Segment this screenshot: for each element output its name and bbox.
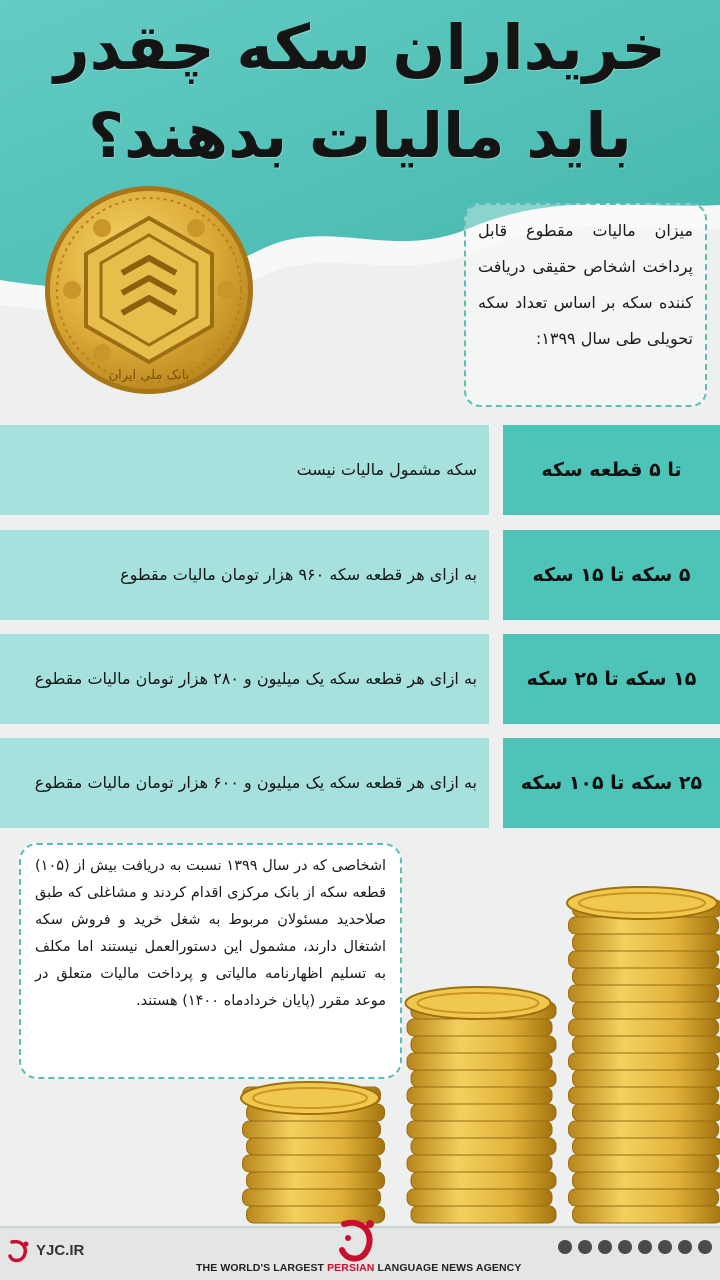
footer-bar [0, 1228, 720, 1280]
tier-description: به ازای هر قطعه سکه ۹۶۰ هزار تومان مالیات مقطوع [0, 530, 489, 620]
coin-layer [243, 1189, 381, 1206]
instagram-icon[interactable] [578, 1240, 592, 1254]
coin-layer [569, 1053, 719, 1070]
coin-layer [411, 1172, 556, 1189]
coin-layer [569, 1121, 719, 1138]
telegram-icon[interactable] [658, 1240, 672, 1254]
tagline-prefix: THE WORLD'S LARGEST [196, 1262, 328, 1274]
coin-layer [573, 1172, 720, 1189]
coin-layer [573, 934, 720, 951]
tier-description: به ازای هر قطعه سکه یک میلیون و ۶۰۰ هزار تومان مالیات مقطوع [0, 738, 489, 828]
agency-emblem-icon [336, 1214, 380, 1266]
tier-row-4 [0, 738, 720, 828]
coin-layer [411, 1036, 556, 1053]
tier-label: ۲۵ سکه تا ۱۰۵ سکه [503, 738, 720, 828]
coin-layer [573, 1138, 720, 1155]
coin-layer [407, 1087, 552, 1104]
coin-layer [573, 1206, 720, 1223]
coin-layer [573, 1070, 720, 1087]
coin-stack-top [567, 887, 717, 919]
tagline-suffix: LANGUAGE NEWS AGENCY [374, 1262, 522, 1274]
site-name-link[interactable]: YJC.IR [36, 1242, 85, 1259]
page-title [0, 4, 720, 180]
coin-layer [407, 1189, 552, 1206]
coin-layer [243, 1121, 381, 1138]
agency-tagline [196, 1262, 521, 1274]
intro-text: میزان مالیات مقطوع قابل پرداخت اشخاص حقیقی دریافت کننده سکه بر اساس تعداد سکه تحویلی طی سال ۱۳۹۹: [478, 221, 693, 348]
coin-layer [573, 1002, 720, 1019]
coin-layer [247, 1172, 385, 1189]
coin-layer [569, 1155, 719, 1172]
coin-layer [573, 1104, 720, 1121]
tagline-accent: PERSIAN [327, 1262, 375, 1274]
coin-layer [411, 1138, 556, 1155]
title-line-2: باید مالیات بدهند؟ [88, 99, 632, 172]
aparat-icon[interactable] [638, 1240, 652, 1254]
tier-label: ۵ سکه تا ۱۵ سکه [503, 530, 720, 620]
yjc-logo-icon[interactable] [6, 1238, 32, 1264]
exception-note-box [19, 843, 402, 1079]
coin-layer [569, 1087, 719, 1104]
youtube-icon[interactable] [618, 1240, 632, 1254]
twitter-icon[interactable] [598, 1240, 612, 1254]
coin-layer [569, 985, 719, 1002]
coin-layer [411, 1104, 556, 1121]
tier-description: سکه مشمول مالیات نیست [0, 425, 489, 515]
rss-icon[interactable] [558, 1240, 572, 1254]
coin-layer [569, 1189, 719, 1206]
tier-row-3 [0, 634, 720, 724]
coin-layer [407, 1019, 552, 1036]
tier-row-1 [0, 425, 720, 515]
coin-layer [569, 951, 719, 968]
social-icons [558, 1240, 712, 1254]
coin-layer [243, 1155, 381, 1172]
messenger-icon[interactable] [678, 1240, 692, 1254]
gold-coin-image [42, 183, 257, 398]
coin-layer [247, 1138, 385, 1155]
coin-stack-top [241, 1082, 379, 1114]
coin-layer [411, 1070, 556, 1087]
tier-label: تا ۵ قطعه سکه [503, 425, 720, 515]
coin-layer [573, 968, 720, 985]
tier-row-2 [0, 530, 720, 620]
android-icon[interactable] [698, 1240, 712, 1254]
coin-layer [573, 1036, 720, 1053]
tier-label: ۱۵ سکه تا ۲۵ سکه [503, 634, 720, 724]
coin-layer [407, 1121, 552, 1138]
title-line-1: خریداران سکه چقدر [53, 11, 667, 84]
exception-note-text: اشخاصی که در سال ۱۳۹۹ نسبت به دریافت بیش از (۱۰۵) قطعه سکه از بانک مرکزی اقدام کردند و مشاغلی که طبق صلاحدید مسئولان مربوط به شغل خرید و فروش سکه اشتغال دارند، مشمول این دستورالعمل نیستند اما مکلف به تسلیم اظهارنامه مالیاتی و پرداخت مالیات متعلق در موعد مقرر (پایان خردادماه ۱۴۰۰) هستند. [35, 858, 387, 1009]
coin-layer [407, 1155, 552, 1172]
coin-layer [407, 1053, 552, 1070]
coin-layer [569, 1019, 719, 1036]
coin-inscription: بانک ملی ایران [108, 368, 190, 383]
intro-text-box [464, 203, 707, 407]
coin-layer [411, 1206, 556, 1223]
coin-stack-top [406, 987, 551, 1019]
tier-description: به ازای هر قطعه سکه یک میلیون و ۲۸۰ هزار تومان مالیات مقطوع [0, 634, 489, 724]
